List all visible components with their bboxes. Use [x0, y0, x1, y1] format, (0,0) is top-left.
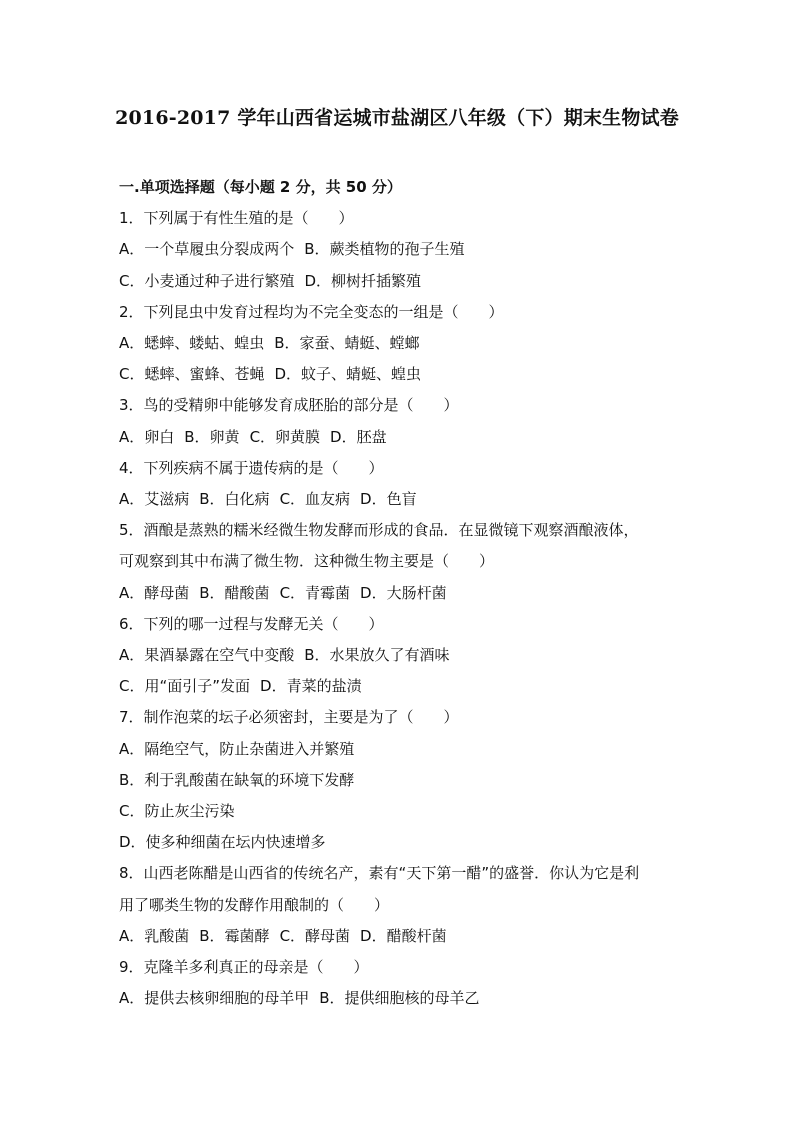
- answer-option: B．利于乳酸菌在缺氧的环境下发酵: [119, 770, 355, 789]
- question-2: [119, 297, 679, 391]
- option-row: [119, 827, 679, 858]
- answer-option: A．卵白: [119, 427, 175, 446]
- option-row: [119, 765, 679, 796]
- answer-option: D．使多种细菌在坛内快速增多: [119, 833, 326, 852]
- answer-option: A．蟋蟀、蝼蛄、蝗虫: [119, 334, 265, 353]
- question-list: [119, 203, 679, 1014]
- option-row: [119, 671, 679, 702]
- question-stem: 3．鸟的受精卵中能够发育成胚胎的部分是（ ）: [119, 396, 459, 415]
- answer-option: A．提供去核卵细胞的母羊甲: [119, 989, 310, 1008]
- question-8: [119, 858, 679, 952]
- option-row: [119, 921, 679, 952]
- answer-option: D．青菜的盐渍: [260, 677, 362, 696]
- answer-option: C．青霉菌: [279, 583, 351, 602]
- option-row: [119, 422, 679, 453]
- answer-option: A．隔绝空气，防止杂菌进入并繁殖: [119, 739, 355, 758]
- answer-option: D．柳树扦插繁殖: [304, 271, 422, 290]
- exam-title: 2016-2017 学年山西省运城市盐湖区八年级（下）期末生物试卷: [115, 107, 679, 129]
- question-5: [119, 515, 679, 609]
- section-heading: 一.单项选择题（每小题 2 分，共 50 分）: [119, 178, 402, 196]
- question-stem: 6．下列的哪一过程与发酵无关（ ）: [119, 614, 384, 633]
- option-row: [119, 266, 679, 297]
- question-6: [119, 609, 679, 703]
- answer-option: B．霉菌酵: [199, 926, 270, 945]
- question-stem: 2．下列昆虫中发育过程均为不完全变态的一组是（ ）: [119, 302, 504, 321]
- answer-option: B．醋酸菌: [199, 583, 270, 602]
- question-3: [119, 390, 679, 452]
- answer-option: C．防止灰尘污染: [119, 802, 235, 821]
- answer-option: A．酵母菌: [119, 583, 190, 602]
- exam-content: [119, 172, 679, 1014]
- answer-option: B．白化病: [199, 490, 270, 509]
- answer-option: C．酵母菌: [279, 926, 351, 945]
- option-row: [119, 328, 679, 359]
- option-row: [119, 578, 679, 609]
- question-stem: 可观察到其中布满了微生物．这种微生物主要是（ ）: [119, 552, 495, 571]
- answer-option: C．血友病: [279, 490, 351, 509]
- answer-option: A．乳酸菌: [119, 926, 190, 945]
- question-stem: 8．山西老陈醋是山西省的传统名产，素有“天下第一醋”的盛誉．你认为它是利: [119, 864, 640, 883]
- answer-option: C．用“面引子”发面: [119, 677, 251, 696]
- option-row: [119, 640, 679, 671]
- option-row: [119, 484, 679, 515]
- answer-option: B．水果放久了有酒味: [304, 646, 450, 665]
- option-row: [119, 359, 679, 390]
- answer-option: A．一个草履虫分裂成两个: [119, 240, 295, 259]
- question-stem: 用了哪类生物的发酵作用酿制的（ ）: [119, 895, 390, 914]
- option-row: [119, 234, 679, 265]
- option-row: [119, 734, 679, 765]
- question-stem: 7．制作泡菜的坛子必须密封，主要是为了（ ）: [119, 708, 459, 727]
- answer-option: D．色盲: [360, 490, 417, 509]
- answer-option: A．果酒暴露在空气中变酸: [119, 646, 295, 665]
- option-row: [119, 983, 679, 1014]
- answer-option: C．小麦通过种子进行繁殖: [119, 271, 295, 290]
- answer-option: D．蚊子、蜻蜓、蝗虫: [274, 365, 422, 384]
- answer-option: B．提供细胞核的母羊乙: [319, 989, 480, 1008]
- answer-option: D．胚盘: [330, 427, 387, 446]
- question-7: [119, 702, 679, 858]
- question-stem: 1．下列属于有性生殖的是（ ）: [119, 209, 354, 228]
- answer-option: C．卵黄膜: [249, 427, 321, 446]
- question-9: [119, 952, 679, 1014]
- question-stem: 4．下列疾病不属于遗传病的是（ ）: [119, 458, 384, 477]
- answer-option: D．大肠杆菌: [360, 583, 447, 602]
- question-1: [119, 203, 679, 297]
- answer-option: A．艾滋病: [119, 490, 190, 509]
- option-row: [119, 796, 679, 827]
- question-stem: 9．克隆羊多利真正的母亲是（ ）: [119, 958, 369, 977]
- answer-option: B．蕨类植物的孢子生殖: [304, 240, 465, 259]
- answer-option: C．蟋蟀、蜜蜂、苍蝇: [119, 365, 265, 384]
- answer-option: B．卵黄: [184, 427, 240, 446]
- answer-option: D．醋酸杆菌: [360, 926, 447, 945]
- answer-option: B．家蚕、蜻蜓、螳螂: [274, 334, 420, 353]
- question-stem: 5．酒酿是蒸熟的糯米经微生物发酵而形成的食品．在显微镜下观察酒酿液体，: [119, 521, 639, 540]
- question-4: [119, 453, 679, 515]
